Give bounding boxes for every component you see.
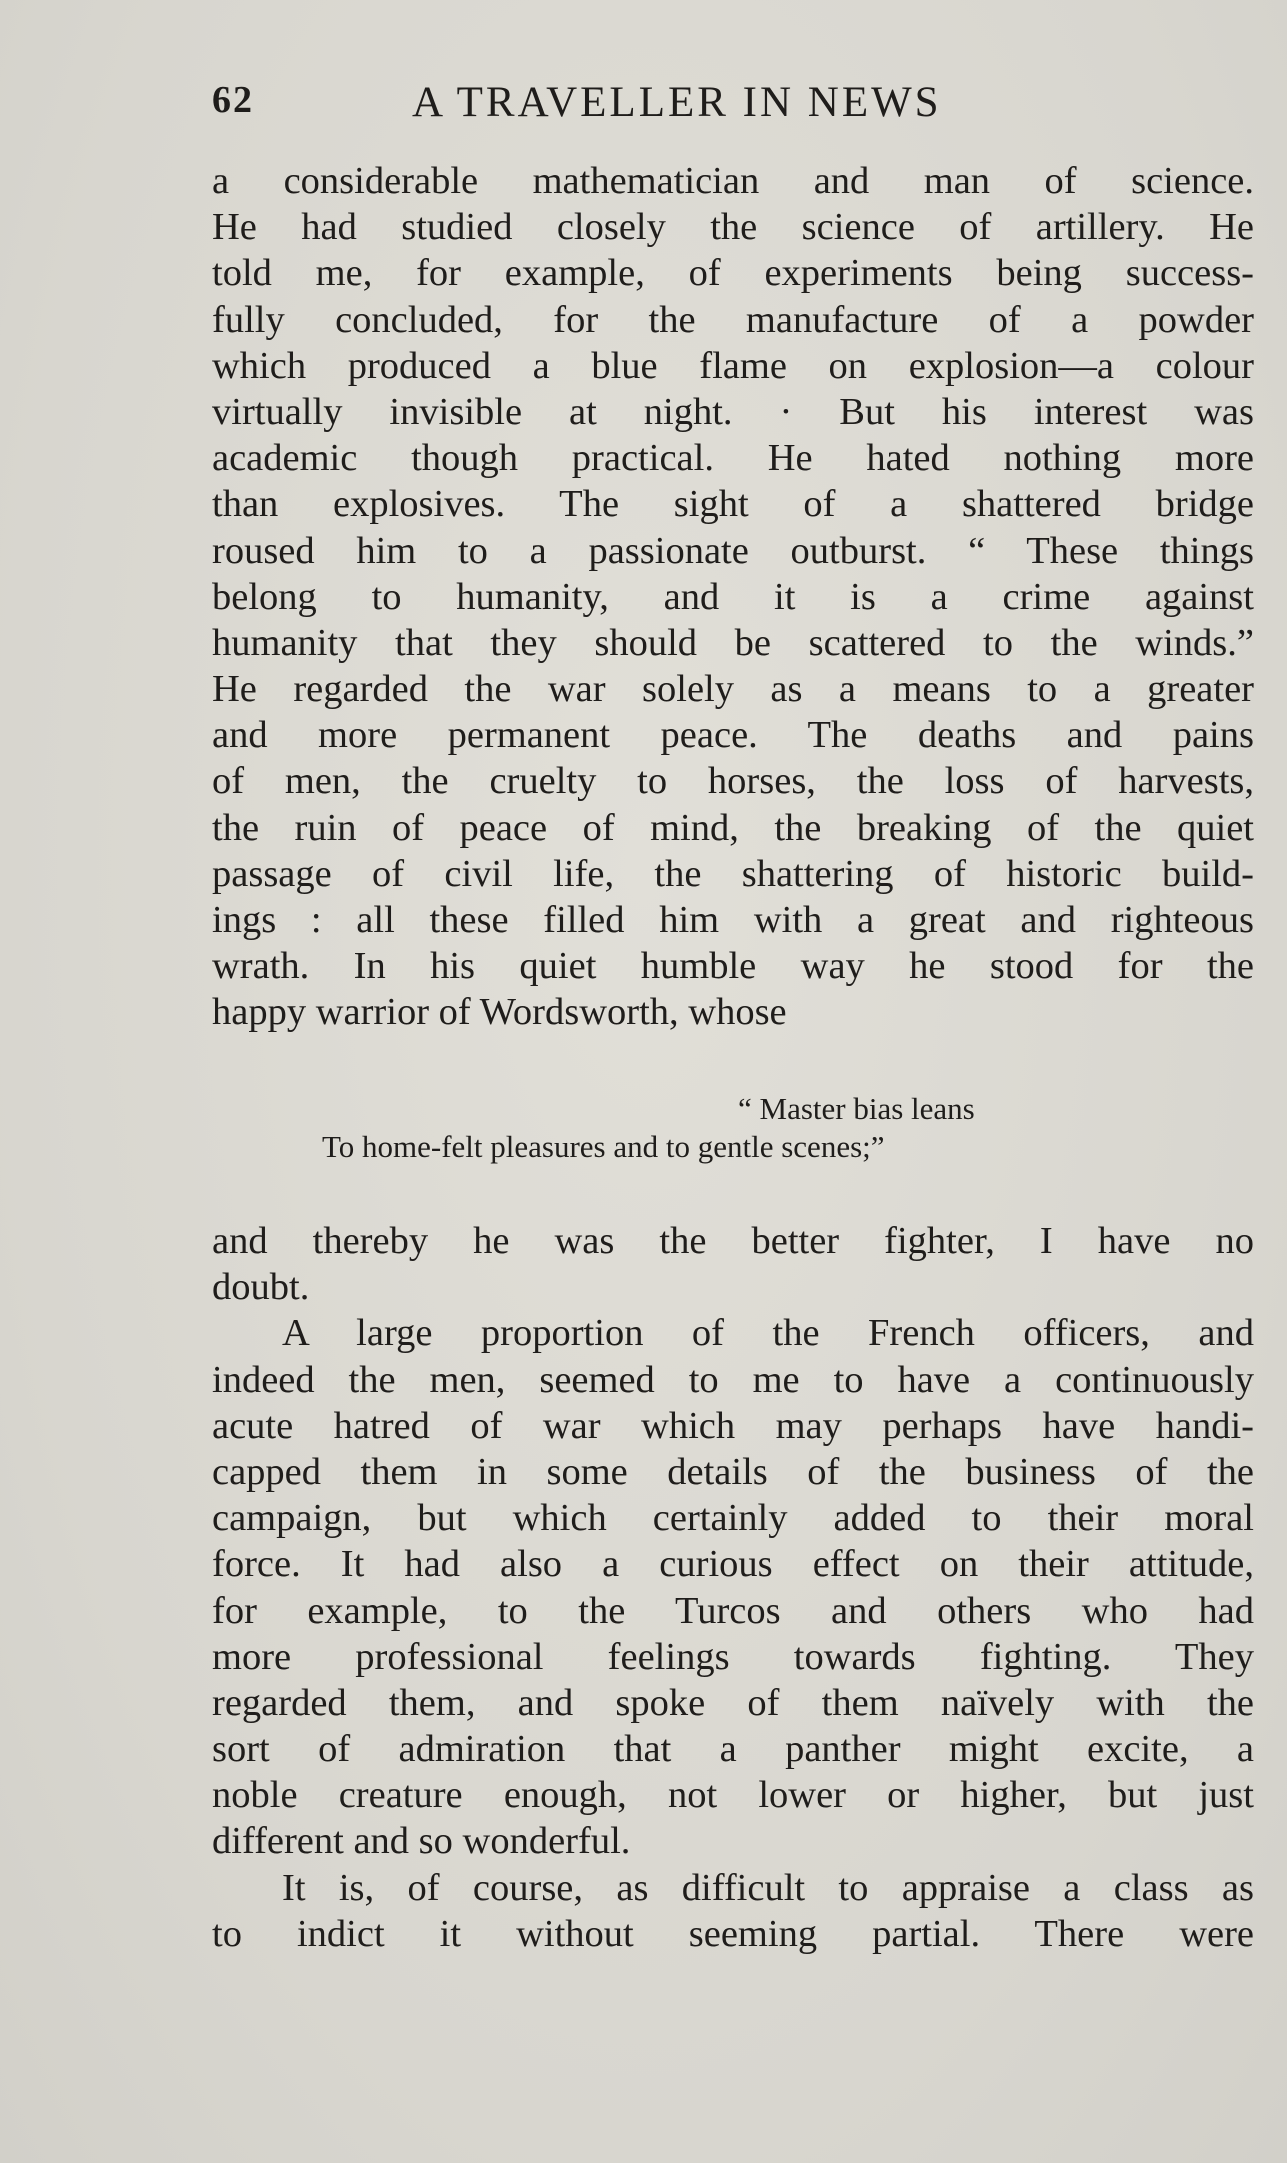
- text-line: belong to humanity, and it is a crime against: [212, 575, 1254, 618]
- text-line: academic though practical. He hated nothing more: [212, 437, 1254, 480]
- text-line: It is, of course, as difficult to appraise a class as: [282, 1866, 1254, 1909]
- text-line: than explosives. The sight of a shattered bridge: [212, 483, 1254, 526]
- text-line: the ruin of peace of mind, the breaking of the quiet: [212, 806, 1254, 849]
- text-line: told me, for example, of experiments being success-: [212, 252, 1254, 295]
- text-line: capped them in some details of the business of the: [212, 1450, 1254, 1493]
- text-line: and thereby he was the better fighter, I have no: [212, 1220, 1254, 1262]
- text-line: a considerable mathematician and man of science.: [212, 160, 1254, 202]
- text-line: for example, to the Turcos and others who had: [212, 1589, 1254, 1632]
- text-line: roused him to a passionate outburst. “ These things: [212, 529, 1254, 572]
- text-line: force. It had also a curious effect on their attitude,: [212, 1543, 1254, 1586]
- quote-line: To home-felt pleasures and to gentle scenes;”: [322, 1129, 885, 1164]
- paragraph-block-1: [212, 158, 1254, 1036]
- text-line: to indict it without seeming partial. There were: [212, 1912, 1254, 1955]
- text-line: He had studied closely the science of artillery. He: [212, 206, 1254, 249]
- text-line: different and so wonderful.: [212, 1820, 631, 1863]
- text-line: A large proportion of the French officers, and: [282, 1312, 1254, 1355]
- text-line: indeed the men, seemed to me to have a continuously: [212, 1358, 1254, 1401]
- paragraph-block-2: [212, 1218, 1254, 1957]
- text-line: ings : all these filled him with a great and righteous: [212, 899, 1254, 941]
- text-line: doubt.: [212, 1266, 310, 1309]
- text-line: more professional feelings towards fighting. They: [212, 1635, 1254, 1678]
- text-line: He regarded the war solely as a means to a greater: [212, 668, 1254, 711]
- page-number: 62: [212, 79, 254, 121]
- quote-line: “ Master bias leans: [738, 1091, 975, 1126]
- text-line: and more permanent peace. The deaths and pains: [212, 714, 1254, 757]
- text-line: acute hatred of war which may perhaps have handi-: [212, 1404, 1254, 1447]
- text-line: campaign, but which certainly added to their moral: [212, 1497, 1254, 1540]
- verse-quotation: [322, 1090, 1142, 1166]
- text-line: noble creature enough, not lower or higher, but just: [212, 1774, 1254, 1817]
- text-line: happy warrior of Wordsworth, whose: [212, 991, 787, 1034]
- text-line: wrath. In his quiet humble way he stood for the: [212, 945, 1254, 988]
- running-title: A TRAVELLER IN NEWS: [412, 79, 942, 126]
- text-line: virtually invisible at night. · But his interest was: [212, 390, 1254, 433]
- text-line: humanity that they should be scattered to the winds.”: [212, 621, 1254, 664]
- text-line: passage of civil life, the shattering of historic build-: [212, 852, 1254, 895]
- text-line: which produced a blue flame on explosion—a colour: [212, 344, 1254, 387]
- page-header: [212, 78, 1070, 138]
- text-line: of men, the cruelty to horses, the loss of harvests,: [212, 760, 1254, 803]
- text-line: regarded them, and spoke of them naïvely with the: [212, 1681, 1254, 1724]
- text-line: sort of admiration that a panther might excite, a: [212, 1728, 1254, 1771]
- text-line: fully concluded, for the manufacture of a powder: [212, 298, 1254, 341]
